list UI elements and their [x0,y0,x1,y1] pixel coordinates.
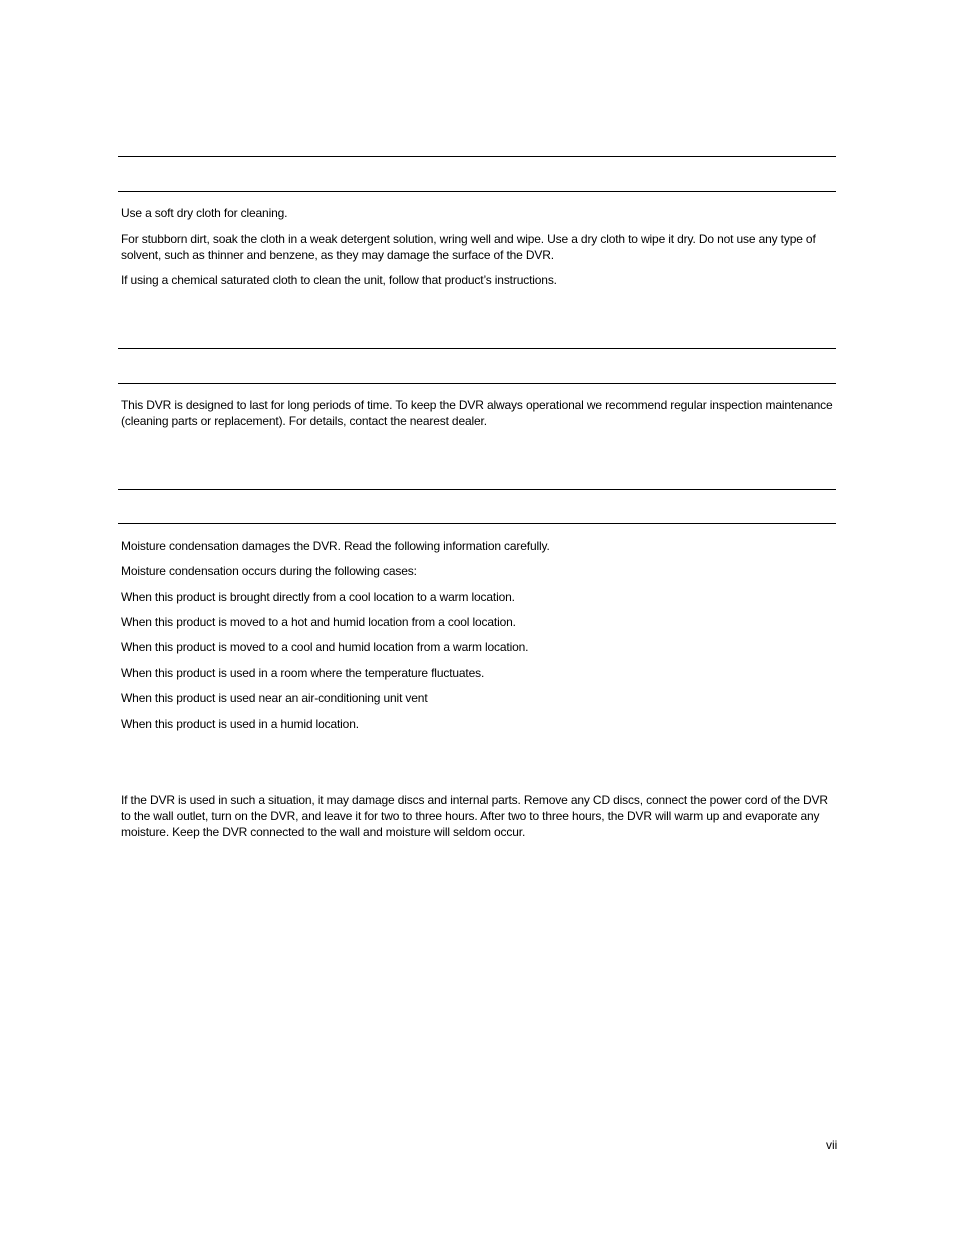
section-rule-top-cleaning [118,156,836,157]
moisture-case-item: When this product is used in a humid location. [121,717,359,731]
moisture-case-item: When this product is moved to a hot and humid location from a cool location. [121,615,516,629]
cleaning-paragraph: Use a soft dry cloth for cleaning. [121,206,288,220]
moisture-advice-paragraph: If the DVR is used in such a situation, it may damage discs and internal parts. Remove any CD discs, connect the power cord of the DVR to the wall outlet, turn on the DVR, and leave it for two to three hours. After two to three hours, the DVR will warm up and evaporate any moisture. Keep the DVR connected to the wall and moisture will seldom occur. [121,793,828,839]
section-rule-bottom-moisture [118,523,836,524]
moisture-case-item: When this product is brought directly from a cool location to a warm location. [121,590,515,604]
section-rule-top-inspection [118,348,836,349]
section-rule-bottom-inspection [118,383,836,384]
cleaning-paragraph: For stubborn dirt, soak the cloth in a weak detergent solution, wring well and wipe. Use a dry cloth to wipe it dry. Do not use any type of solvent, such as thinner and benzene, as they may damage the surface of the DVR. [121,232,816,262]
cleaning-paragraph: If using a chemical saturated cloth to clean the unit, follow that product’s instructions. [121,273,557,287]
section-rule-top-moisture [118,489,836,490]
page-number: vii [826,1138,838,1152]
section-rule-bottom-cleaning [118,191,836,192]
moisture-case-item: When this product is used in a room where the temperature fluctuates. [121,666,485,680]
moisture-intro: Moisture condensation occurs during the following cases: [121,564,417,578]
moisture-case-item: When this product is used near an air-conditioning unit vent [121,691,428,705]
inspection-paragraph: This DVR is designed to last for long periods of time. To keep the DVR always operational we recommend regular inspection maintenance (cleaning parts or replacement). For details, contact the nearest dealer. [121,398,833,428]
moisture-intro: Moisture condensation damages the DVR. Read the following information carefully. [121,539,550,553]
moisture-case-item: When this product is moved to a cool and humid location from a warm location. [121,640,529,654]
